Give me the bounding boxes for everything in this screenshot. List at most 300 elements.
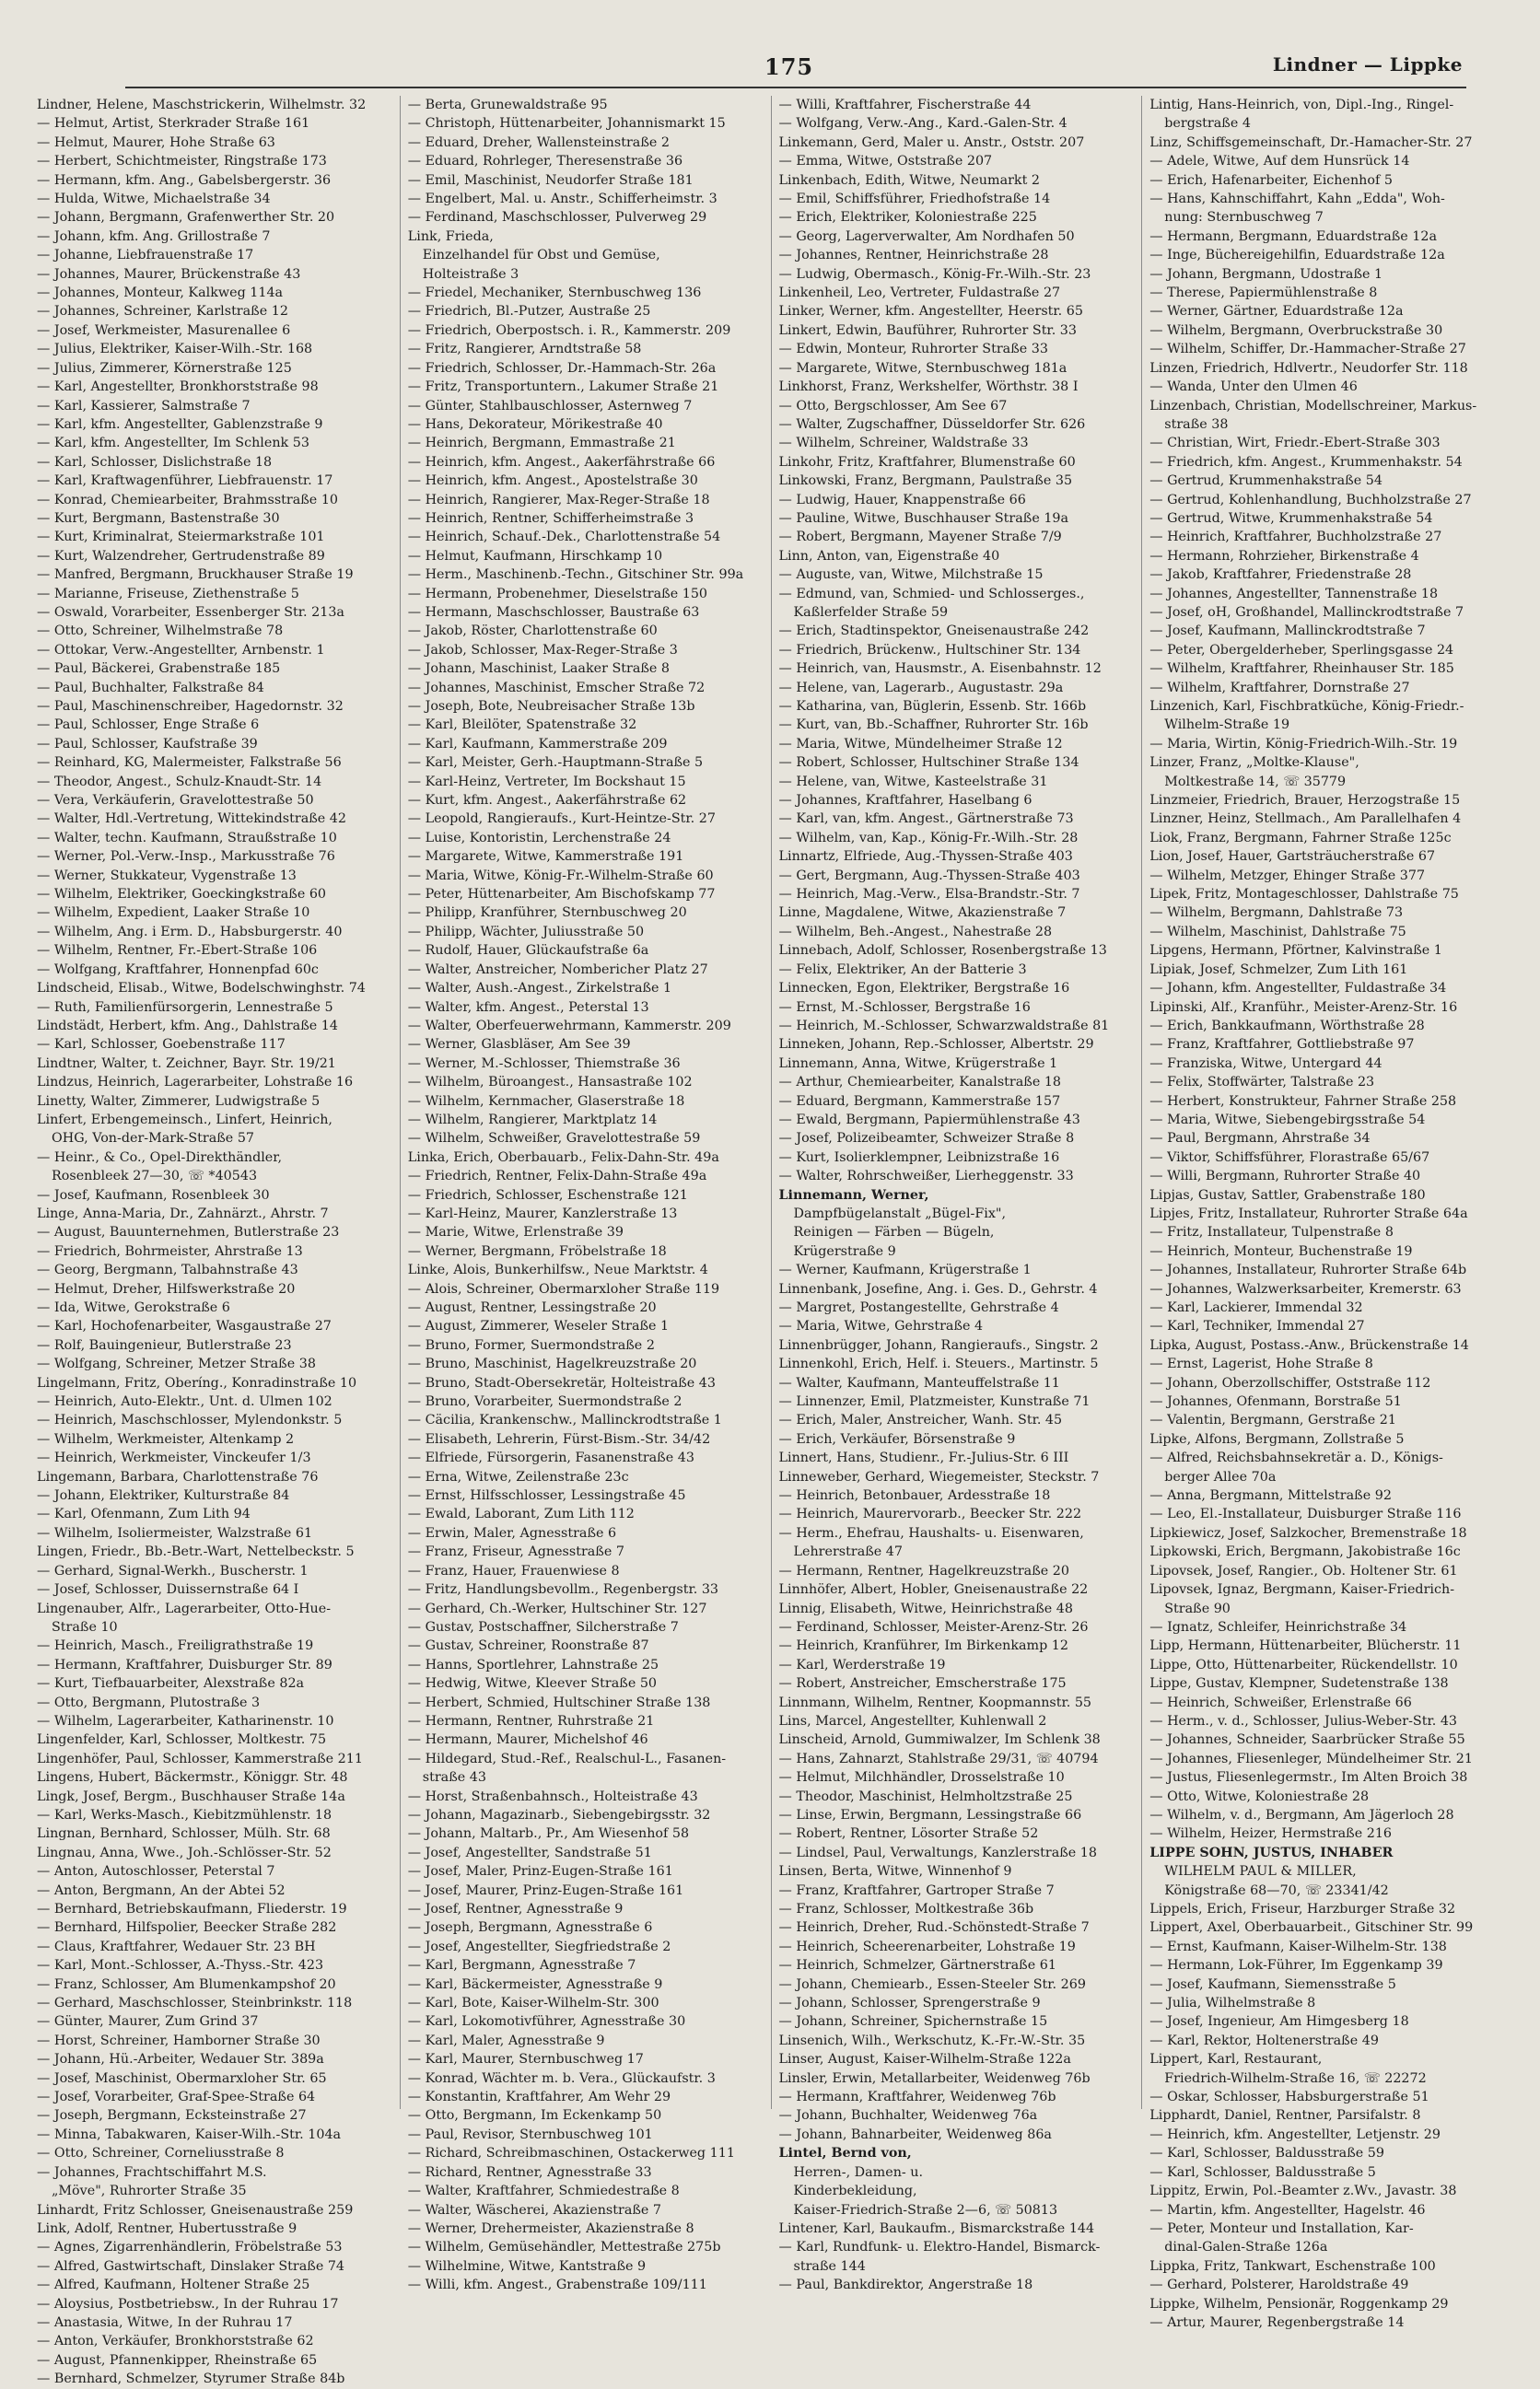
- directory-entry: — Walter, Anstreicher, Nombericher Platz 27: [408, 961, 758, 979]
- directory-entry: — Marianne, Friseuse, Ziethenstraße 5: [37, 585, 387, 603]
- directory-entry: — Gustav, Postschaffner, Silcherstraße 7: [408, 1618, 758, 1637]
- directory-entry: Linfert, Erbengemeinsch., Linfert, Heinrich,: [37, 1112, 332, 1127]
- directory-entry: — Jakob, Kraftfahrer, Friedenstraße 28: [1149, 565, 1499, 584]
- directory-entry: — Erna, Witwe, Zeilenstraße 23c: [408, 1468, 758, 1486]
- directory-entry: — Margarete, Witwe, Kammerstraße 191: [408, 847, 758, 866]
- directory-entry: — Bernhard, Schmelzer, Styrumer Straße 84b: [37, 2370, 387, 2388]
- directory-entry: — Karl, Kraftwagenführer, Liebfrauenstr. 17: [37, 472, 387, 490]
- directory-entry: — Maria, Wirtin, König-Friedrich-Wilh.-Str. 19: [1149, 735, 1499, 753]
- directory-entry: — Heinrich, kfm. Angest., Apostelstraße 30: [408, 472, 758, 490]
- directory-entry: — Josef, Kaufmann, Siemensstraße 5: [1149, 1975, 1499, 1994]
- directory-entry: — Alfred, Gastwirtschaft, Dinslaker Straße 74: [37, 2257, 387, 2276]
- page-number: 175: [764, 53, 814, 80]
- directory-entry: — Philipp, Wächter, Juliusstraße 50: [408, 923, 758, 941]
- directory-entry: — Willi, Kraftfahrer, Fischerstraße 44: [779, 96, 1129, 114]
- directory-entry: — Johann, Schreiner, Spichernstraße 15: [779, 2012, 1129, 2031]
- directory-entry: — Johann, Magazinarb., Siebengebirgsstr. 32: [408, 1806, 758, 1824]
- directory-entry: — Helmut, Artist, Sterkrader Straße 161: [37, 114, 387, 133]
- directory-entry: — Erich, Verkäufer, Börsenstraße 9: [779, 1430, 1129, 1449]
- directory-entry: — Robert, Rentner, Lösorter Straße 52: [779, 1824, 1129, 1843]
- directory-entry: — Karl, Maurer, Sternbuschweg 17: [408, 2050, 758, 2069]
- directory-entry: Linkohr, Fritz, Kraftfahrer, Blumenstraße 60: [778, 454, 1076, 470]
- directory-entry: Lipinski, Alf., Kranführ., Meister-Arenz-Str. 16: [1149, 999, 1458, 1015]
- directory-entry: — Heinrich, Monteur, Buchenstraße 19: [1149, 1242, 1499, 1261]
- directory-entry: — Gerhard, Ch.-Werker, Hultschiner Str. 127: [408, 1600, 758, 1618]
- directory-entry: Linnemann, Anna, Witwe, Krügerstraße 1: [778, 1055, 1058, 1071]
- directory-entry: — Otto, Bergschlosser, Am See 67: [779, 397, 1129, 415]
- directory-entry: — Werner, M.-Schlosser, Thiemstraße 36: [408, 1055, 758, 1073]
- directory-entry: — Heinrich, van, Hausmstr., A. Eisenbahnstr. 12: [779, 659, 1129, 678]
- directory-entry: — Fritz, Transportuntern., Lakumer Straße 21: [408, 378, 758, 396]
- directory-entry: — Johann, Chemiearb., Essen-Steeler Str. 269: [779, 1975, 1129, 1994]
- directory-entry: „Möve", Ruhrorter Straße 35: [52, 2184, 247, 2199]
- directory-entry: — Johannes, Fliesenleger, Mündelheimer Str. 21: [1149, 1750, 1499, 1768]
- directory-entry: — Ferdinand, Maschschlosser, Pulverweg 29: [408, 208, 758, 227]
- directory-entry: Linnhöfer, Albert, Hobler, Gneisenaustraße 22: [778, 1582, 1089, 1598]
- directory-entry: — Heinrich, kfm. Angest., Aakerfährstraße 66: [408, 453, 758, 472]
- directory-entry: — Karl, kfm. Angestellter, Gablenzstraße 9: [37, 415, 387, 434]
- directory-entry: — Leo, El.-Installateur, Duisburger Straße 116: [1149, 1505, 1499, 1523]
- directory-entry: — Hermann, Rohrzieher, Birkenstraße 4: [1149, 547, 1499, 565]
- directory-entry: Linsen, Berta, Witwe, Winnenhof 9: [778, 1864, 1012, 1880]
- directory-entry: Rosenbleek 27—30, ☏ *40543: [52, 1169, 258, 1184]
- directory-entry: — Hildegard, Stud.-Ref., Realschul-L., Fasanen-: [408, 1750, 758, 1768]
- directory-entry: — Werner, Stukkateur, Vygenstraße 13: [37, 867, 387, 885]
- directory-entry: — Philipp, Kranführer, Sternbuschweg 20: [408, 903, 758, 922]
- directory-entry: — Karl, Schlosser, Dislichstraße 18: [37, 453, 387, 472]
- directory-entry: — Herbert, Konstrukteur, Fahrner Straße 258: [1149, 1092, 1499, 1111]
- directory-entry: Linscheid, Arnold, Gummiwalzer, Im Schlenk 38: [778, 1732, 1101, 1748]
- directory-entry: — Leopold, Rangieraufs., Kurt-Heintze-Str. 27: [408, 810, 758, 828]
- directory-entry: — Fritz, Rangierer, Arndtstraße 58: [408, 340, 758, 358]
- directory-entry: — Friedrich, Brückenw., Hultschiner Str. 134: [779, 641, 1129, 659]
- directory-entry: — Manfred, Bergmann, Bruckhauser Straße 19: [37, 565, 387, 584]
- directory-entry: — Hermann, Maschschlosser, Baustraße 63: [408, 603, 758, 622]
- directory-entry: — Walter, Wäscherei, Akazienstraße 7: [408, 2201, 758, 2220]
- directory-entry: — Herm., Maschinenb.-Techn., Gitschiner Str. 99a: [408, 565, 758, 584]
- directory-entry: — Karl, Hochofenarbeiter, Wasgaustraße 27: [37, 1317, 387, 1335]
- column-1: [37, 96, 391, 2387]
- directory-entry: — Karl-Heinz, Maurer, Kanzlerstraße 13: [408, 1205, 758, 1223]
- directory-entry: — Wilhelm, van, Kap., König-Fr.-Wilh.-Str. 28: [779, 829, 1129, 847]
- directory-entry: — Konrad, Chemiearbeiter, Brahmsstraße 10: [37, 491, 387, 509]
- directory-entry: — Hermann, Probenehmer, Dieselstraße 150: [408, 585, 758, 603]
- directory-entry: nung: Sternbuschweg 7: [1164, 210, 1324, 226]
- directory-entry: — Minna, Tabakwaren, Kaiser-Wilh.-Str. 104a: [37, 2126, 387, 2144]
- directory-entry: — Wilhelm, v. d., Bergmann, Am Jägerloch 28: [1149, 1806, 1499, 1824]
- directory-entry: — Julius, Zimmerer, Körnerstraße 125: [37, 359, 387, 378]
- directory-entry: — Wilhelm, Büroangest., Hansastraße 102: [408, 1073, 758, 1091]
- directory-entry: Liok, Franz, Bergmann, Fahrner Straße 125c: [1149, 830, 1452, 845]
- directory-entry: Linnenbrügger, Johann, Rangieraufs., Singstr. 2: [778, 1337, 1099, 1353]
- directory-entry: Lippka, Fritz, Tankwart, Eschenstraße 100: [1149, 2258, 1436, 2274]
- directory-entry: — Paul, Revisor, Sternbuschweg 101: [408, 2126, 758, 2144]
- directory-entry: — Josef, Ingenieur, Am Himgesberg 18: [1149, 2012, 1499, 2031]
- directory-entry: — Werner, Drehermeister, Akazienstraße 8: [408, 2220, 758, 2238]
- directory-entry: Linz, Schiffsgemeinschaft, Dr.-Hamacher-Str. 27: [1149, 134, 1473, 150]
- directory-entry: — Bruno, Vorarbeiter, Suermondstraße 2: [408, 1393, 758, 1411]
- directory-entry: — Walter, Zugschaffner, Düsseldorfer Str. 626: [779, 415, 1129, 434]
- directory-entry: — Ewald, Laborant, Zum Lith 112: [408, 1505, 758, 1523]
- directory-entry: Linnenkohl, Erich, Helf. i. Steuers., Martinstr. 5: [778, 1357, 1099, 1372]
- directory-entry: Straße 90: [1164, 1601, 1231, 1616]
- directory-entry: — Christoph, Hüttenarbeiter, Johannismarkt 15: [408, 114, 758, 133]
- directory-entry: — Bernhard, Betriebskaufmann, Fliederstr. 19: [37, 1900, 387, 1918]
- directory-entry: — Josef, Kaufmann, Rosenbleek 30: [37, 1186, 387, 1205]
- directory-entry: — Emil, Schiffsführer, Friedhofstraße 14: [779, 190, 1129, 208]
- directory-entry: — Karl, Bleilöter, Spatenstraße 32: [408, 716, 758, 734]
- directory-entry: Lipjes, Fritz, Installateur, Ruhrorter Straße 64a: [1149, 1206, 1468, 1221]
- directory-entry: — Johannes, Schneider, Saarbrücker Straße 55: [1149, 1731, 1499, 1749]
- directory-entry: — Friedrich, kfm. Angest., Krummenhakstr. 54: [1149, 453, 1499, 472]
- directory-entry: — Karl, Schlosser, Goebenstraße 117: [37, 1035, 387, 1054]
- directory-entry: — Karl, Mont.-Schlosser, A.-Thyss.-Str. 423: [37, 1956, 387, 1975]
- directory-entry: — Franz, Hauer, Frauenwiese 8: [408, 1562, 758, 1580]
- directory-entry: — Vera, Verkäuferin, Gravelottestraße 50: [37, 791, 387, 810]
- directory-entry: — Ludwig, Hauer, Knappenstraße 66: [779, 491, 1129, 509]
- directory-entry: — Rolf, Bauingenieur, Butlerstraße 23: [37, 1336, 387, 1355]
- directory-entry: — Fritz, Handlungsbevollm., Regenbergstr. 33: [408, 1580, 758, 1599]
- directory-entry: — Pauline, Witwe, Buschhauser Straße 19a: [779, 509, 1129, 528]
- directory-entry: bergstraße 4: [1164, 116, 1251, 132]
- directory-entry: — Maria, Witwe, König-Fr.-Wilhelm-Straße 60: [408, 867, 758, 885]
- directory-entry: — Heinrich, Bergmann, Emmastraße 21: [408, 434, 758, 452]
- directory-entry: berger Allee 70a: [1164, 1469, 1277, 1485]
- directory-entry: Linser, August, Kaiser-Wilhelm-Straße 122a: [778, 2052, 1071, 2068]
- directory-entry: — Herm., v. d., Schlosser, Julius-Weber-Str. 43: [1149, 1712, 1499, 1731]
- directory-entry: — Kurt, Isolierklempner, Leibnizstraße 16: [779, 1148, 1129, 1167]
- directory-entry: — Karl, kfm. Angestellter, Im Schlenk 53: [37, 434, 387, 452]
- directory-entry: — Hermann, Lok-Führer, Im Eggenkamp 39: [1149, 1956, 1499, 1975]
- directory-entry: — Bruno, Maschinist, Hagelkreuzstraße 20: [408, 1355, 758, 1373]
- directory-entry: Einzelhandel für Obst und Gemüse,: [422, 248, 660, 263]
- directory-entry: — Helmut, Maurer, Hohe Straße 63: [37, 134, 387, 152]
- directory-entry: — Robert, Schlosser, Hultschiner Straße 134: [779, 753, 1129, 772]
- directory-entry: Lipek, Fritz, Montageschlosser, Dahlstraße 75: [1149, 887, 1459, 903]
- directory-entry: — Wilhelm, Schreiner, Waldstraße 33: [779, 434, 1129, 452]
- directory-entry: — Eduard, Bergmann, Kammerstraße 157: [779, 1092, 1129, 1111]
- directory-entry: — Ernst, M.-Schlosser, Bergstraße 16: [779, 998, 1129, 1017]
- directory-entry: — Johannes, Installateur, Ruhrorter Straße 64b: [1149, 1261, 1499, 1279]
- directory-entry: — Oskar, Schlosser, Habsburgerstraße 51: [1149, 2088, 1499, 2106]
- directory-entry: — Linse, Erwin, Bergmann, Lessingstraße 66: [779, 1806, 1129, 1824]
- directory-entry: Linnmann, Wilhelm, Rentner, Koopmannstr. 55: [778, 1695, 1092, 1710]
- directory-entry: — Johannes, Angestellter, Tannenstraße 18: [1149, 585, 1499, 603]
- directory-entry: — Maria, Witwe, Mündelheimer Straße 12: [779, 735, 1129, 753]
- directory-entry: — Josef, Maschinist, Obermarxloher Str. 65: [37, 2069, 387, 2088]
- directory-entry: Linnartz, Elfriede, Aug.-Thyssen-Straße 403: [778, 849, 1073, 865]
- directory-entry: — Josef, Werkmeister, Masurenallee 6: [37, 321, 387, 340]
- directory-entry: — August, Bauunternehmen, Butlerstraße 23: [37, 1223, 387, 1241]
- directory-entry: — Felix, Elektriker, An der Batterie 3: [779, 961, 1129, 979]
- directory-entry: — Walter, Hdl.-Vertretung, Wittekindstraße 42: [37, 810, 387, 828]
- directory-entry: — August, Zimmerer, Weseler Straße 1: [408, 1317, 758, 1335]
- directory-entry: — Horst, Schreiner, Hamborner Straße 30: [37, 2032, 387, 2050]
- directory-entry: — Richard, Rentner, Agnesstraße 33: [408, 2163, 758, 2182]
- directory-entry: Linzer, Franz, „Moltke-Klause",: [1149, 755, 1359, 771]
- directory-entry: — Edwin, Monteur, Ruhrorter Straße 33: [779, 340, 1129, 358]
- directory-entry: — Felix, Stoffwärter, Talstraße 23: [1149, 1073, 1499, 1091]
- directory-entry: Holteistraße 3: [422, 266, 519, 282]
- directory-entry: — Heinr., & Co., Opel-Direkthändler,: [37, 1148, 387, 1167]
- directory-entry: — Walter, techn. Kaufmann, Straußstraße 10: [37, 829, 387, 847]
- directory-entry: — Wilhelm, Bergmann, Overbruckstraße 30: [1149, 321, 1499, 340]
- directory-entry: — Erich, Hafenarbeiter, Eichenhof 5: [1149, 171, 1499, 190]
- directory-entry: — Werner, Bergmann, Fröbelstraße 18: [408, 1242, 758, 1261]
- directory-entry: — Herm., Ehefrau, Haushalts- u. Eisenwaren,: [779, 1524, 1129, 1543]
- directory-entry: — Wilhelm, Kraftfahrer, Dornstraße 27: [1149, 679, 1499, 697]
- directory-entry: — Alfred, Kaufmann, Holtener Straße 25: [37, 2276, 387, 2294]
- directory-entry: — August, Pfannenkipper, Rheinstraße 65: [37, 2351, 387, 2370]
- directory-entry: — Wilhelm, Isoliermeister, Walzstraße 61: [37, 1524, 387, 1543]
- directory-entry: — Wilhelm, Maschinist, Dahlstraße 75: [1149, 923, 1499, 941]
- directory-entry: Lipgens, Hermann, Pförtner, Kalvinstraße 1: [1149, 943, 1442, 959]
- directory-entry: Friedrich-Wilhelm-Straße 16, ☏ 22272: [1164, 2070, 1427, 2086]
- directory-entry: Link, Frieda,: [407, 228, 494, 244]
- directory-entry: — Paul, Schlosser, Enge Straße 6: [37, 716, 387, 734]
- directory-entry: — Helmut, Milchhändler, Drosselstraße 10: [779, 1768, 1129, 1787]
- directory-entry: — Johann, Elektriker, Kulturstraße 84: [37, 1486, 387, 1505]
- directory-entry: — Helene, van, Lagerarb., Augustastr. 29a: [779, 679, 1129, 697]
- directory-entry: Lipiak, Josef, Schmelzer, Zum Lith 161: [1149, 961, 1408, 977]
- directory-entry: — Friedrich, Oberpostsch. i. R., Kammerstr. 209: [408, 321, 758, 340]
- directory-entry: — Konstantin, Kraftfahrer, Am Wehr 29: [408, 2088, 758, 2106]
- directory-entry: — Johannes, Walzwerksarbeiter, Kremerstr. 63: [1149, 1280, 1499, 1299]
- directory-entry: — Reinhard, KG, Malermeister, Falkstraße 56: [37, 753, 387, 772]
- directory-entry: — Wilhelm, Metzger, Ehinger Straße 377: [1149, 867, 1499, 885]
- directory-entry: — Paul, Buchhalter, Falkstraße 84: [37, 679, 387, 697]
- directory-entry: — Josef, Rentner, Agnesstraße 9: [408, 1900, 758, 1918]
- directory-entry: — Paul, Bäckerei, Grabenstraße 185: [37, 659, 387, 678]
- running-head: Lindner — Lippke: [1272, 53, 1463, 76]
- directory-entry: Linnert, Hans, Studienr., Fr.-Julius-Str. 6 III: [778, 1451, 1069, 1466]
- directory-entry: — Robert, Anstreicher, Emscherstraße 175: [779, 1674, 1129, 1693]
- directory-entry: Linnecken, Egon, Elektriker, Bergstraße 16: [778, 981, 1070, 996]
- directory-entry: — Hans, Dekorateur, Mörikestraße 40: [408, 415, 758, 434]
- directory-entry: Lippert, Karl, Restaurant,: [1149, 2052, 1323, 2068]
- directory-entry: — Heinrich, Mag.-Verw., Elsa-Brandstr.-Str. 7: [779, 885, 1129, 903]
- directory-entry: — Josef, Angestellter, Sandstraße 51: [408, 1844, 758, 1862]
- directory-entry: — Ernst, Lagerist, Hohe Straße 8: [1149, 1355, 1499, 1373]
- directory-entry: — Otto, Schreiner, Corneliusstraße 8: [37, 2144, 387, 2162]
- directory-entry: — Viktor, Schiffsführer, Florastraße 65/67: [1149, 1148, 1499, 1167]
- directory-entry: Linkhorst, Franz, Werkshelfer, Wörthstr. 38 I: [778, 379, 1079, 395]
- directory-entry: — Arthur, Chemiearbeiter, Kanalstraße 18: [779, 1073, 1129, 1091]
- directory-entry: — Werner, Glasbläser, Am See 39: [408, 1035, 758, 1054]
- directory-entry: — Kurt, Tiefbauarbeiter, Alexstraße 82a: [37, 1674, 387, 1693]
- directory-entry: — Otto, Bergmann, Im Eckenkamp 50: [408, 2106, 758, 2125]
- directory-entry: — Johann, Buchhalter, Weidenweg 76a: [779, 2106, 1129, 2125]
- directory-entry: — Katharina, van, Büglerin, Essenb. Str. 166b: [779, 697, 1129, 716]
- directory-entry: Straße 10: [52, 1619, 118, 1635]
- directory-entry: — Erich, Elektriker, Koloniestraße 225: [779, 208, 1129, 227]
- directory-entry: — Richard, Schreibmaschinen, Ostackerweg 111: [408, 2144, 758, 2162]
- directory-entry: Lingk, Josef, Bergm., Buschhauser Straße 14a: [37, 1789, 345, 1804]
- directory-entry: — Karl, Angestellter, Bronkhorststraße 98: [37, 378, 387, 396]
- directory-entry: Reinigen — Färben — Bügeln,: [793, 1225, 995, 1241]
- directory-entry: — Franz, Schlosser, Am Blumenkampshof 20: [37, 1975, 387, 1994]
- directory-entry: — Ludwig, Obermasch., König-Fr.-Wilh.-Str. 23: [779, 265, 1129, 284]
- directory-entry: — Linnenzer, Emil, Platzmeister, Kunstraße 71: [779, 1393, 1129, 1411]
- directory-entry: — Joseph, Bergmann, Ecksteinstraße 27: [37, 2106, 387, 2125]
- directory-entry: — Anton, Bergmann, An der Abtei 52: [37, 1882, 387, 1900]
- directory-entry: Lingelmann, Fritz, Oberíng., Konradinstraße 10: [37, 1375, 357, 1391]
- directory-entry: Linzmeier, Friedrich, Brauer, Herzogstraße 15: [1149, 793, 1461, 809]
- directory-entry: Lintener, Karl, Baukaufm., Bismarckstraße 144: [778, 2220, 1095, 2236]
- directory-entry: — Therese, Papiermühlenstraße 8: [1149, 284, 1499, 302]
- header-rule: [125, 87, 1466, 88]
- directory-entry: — Herbert, Schmied, Hultschiner Straße 138: [408, 1694, 758, 1712]
- directory-entry: Linnenbank, Josefine, Ang. i. Ges. D., Gehrstr. 4: [778, 1281, 1098, 1297]
- directory-entry: — Christian, Wirt, Friedr.-Ebert-Straße 303: [1149, 434, 1499, 452]
- directory-entry: — Kurt, kfm. Angest., Aakerfährstraße 62: [408, 791, 758, 810]
- directory-entry: — Rudolf, Hauer, Glückaufstraße 6a: [408, 941, 758, 960]
- directory-entry: — Heinrich, Dreher, Rud.-Schönstedt-Straße 7: [779, 1918, 1129, 1937]
- directory-entry: — Gertrud, Witwe, Krummenhakstraße 54: [1149, 509, 1499, 528]
- directory-columns: [37, 96, 1503, 2387]
- directory-entry: — Heinrich, Schmelzer, Gärtnerstraße 61: [779, 1956, 1129, 1975]
- directory-entry: — Karl, Meister, Gerh.-Hauptmann-Straße 5: [408, 753, 758, 772]
- directory-entry: — Heinrich, M.-Schlosser, Schwarzwaldstraße 81: [779, 1017, 1129, 1035]
- directory-entry: — Hans, Kahnschiffahrt, Kahn „Edda", Woh-: [1149, 190, 1499, 208]
- directory-entry: — Karl, van, kfm. Angest., Gärtnerstraße 73: [779, 810, 1129, 828]
- directory-entry: — Werner, Pol.-Verw.-Insp., Markusstraße 76: [37, 847, 387, 866]
- directory-entry: Herren-, Damen- u.: [793, 2164, 924, 2180]
- directory-entry: Königstraße 68—70, ☏ 23341/42: [1164, 1882, 1389, 1898]
- directory-entry: — Paul, Maschinenschreiber, Hagedornstr. 32: [37, 697, 387, 716]
- directory-entry: — Ottokar, Verw.-Angestellter, Arnbenstr. 1: [37, 641, 387, 659]
- directory-entry: — Karl, Rundfunk- u. Elektro-Handel, Bismarck-: [779, 2238, 1129, 2256]
- directory-entry: Linka, Erich, Oberbauarb., Felix-Dahn-Str. 49a: [407, 1149, 719, 1165]
- directory-entry: Linetty, Walter, Zimmerer, Ludwigstraße 5: [37, 1093, 321, 1109]
- directory-entry: — Josef, Angestellter, Siegfriedstraße 2: [408, 1938, 758, 1956]
- directory-entry: straße 43: [422, 1770, 486, 1786]
- directory-entry: — Emil, Maschinist, Neudorfer Straße 181: [408, 171, 758, 190]
- directory-entry: — Karl, Schlosser, Baldusstraße 59: [1149, 2144, 1499, 2162]
- directory-entry: — Karl, Techniker, Immendal 27: [1149, 1317, 1499, 1335]
- directory-entry: — Otto, Bergmann, Plutostraße 3: [37, 1694, 387, 1712]
- directory-entry: — Gert, Bergmann, Aug.-Thyssen-Straße 403: [779, 867, 1129, 885]
- directory-entry: Kinderbekleidung,: [793, 2184, 917, 2199]
- directory-entry: — Wilhelm, Rangierer, Marktplatz 14: [408, 1111, 758, 1129]
- directory-entry: — Hermann, Maurer, Michelshof 46: [408, 1731, 758, 1749]
- directory-entry: Lipke, Alfons, Bergmann, Zollstraße 5: [1149, 1431, 1405, 1447]
- directory-entry: — Wolfgang, Verw.-Ang., Kard.-Galen-Str. 4: [779, 114, 1129, 133]
- directory-entry: — Wilhelm, Kernmacher, Glaserstraße 18: [408, 1092, 758, 1111]
- directory-entry: Linzen, Friedrich, Hdlvertr., Neudorfer Str. 118: [1149, 360, 1468, 376]
- directory-entry: — Heinrich, Maurervorarb., Beecker Str. 222: [779, 1505, 1129, 1523]
- directory-entry: — Johann, Bergmann, Udostraße 1: [1149, 265, 1499, 284]
- directory-entry: — Luise, Kontoristin, Lerchenstraße 24: [408, 829, 758, 847]
- directory-entry: — Wilhelm, Heizer, Hermstraße 216: [1149, 1824, 1499, 1843]
- column-2: [400, 96, 762, 2293]
- directory-entry: — Berta, Grunewaldstraße 95: [408, 96, 758, 114]
- directory-entry: — Heinrich, Auto-Elektr., Unt. d. Ulmen 102: [37, 1393, 387, 1411]
- directory-entry: Lins, Marcel, Angestellter, Kuhlenwall 2: [778, 1713, 1047, 1729]
- directory-entry: — Willi, Bergmann, Ruhrorter Straße 40: [1149, 1167, 1499, 1185]
- directory-entry: — Walter, Oberfeuerwehrmann, Kammerstr. 209: [408, 1017, 758, 1035]
- directory-entry: — Alois, Schreiner, Obermarxloher Straße 119: [408, 1280, 758, 1299]
- directory-entry: — Heinrich, Schauf.-Dek., Charlottenstraße 54: [408, 528, 758, 546]
- directory-entry: — Karl, Werks-Masch., Kiebitzmühlenstr. 18: [37, 1806, 387, 1824]
- directory-entry: — Ewald, Bergmann, Papiermühlenstraße 43: [779, 1111, 1129, 1129]
- directory-entry: — Anna, Bergmann, Mittelstraße 92: [1149, 1486, 1499, 1505]
- directory-entry: Krügerstraße 9: [793, 1243, 896, 1259]
- directory-entry: — Hermann, Kraftfahrer, Weidenweg 76b: [779, 2088, 1129, 2106]
- directory-entry: — Peter, Hüttenarbeiter, Am Bischofskamp 77: [408, 885, 758, 903]
- directory-entry: — Johannes, Maschinist, Emscher Straße 72: [408, 679, 758, 697]
- directory-entry: — Franz, Kraftfahrer, Gartroper Straße 7: [779, 1882, 1129, 1900]
- directory-entry: — Johannes, Kraftfahrer, Haselbang 6: [779, 791, 1129, 810]
- directory-entry: — Hermann, Kraftfahrer, Duisburger Str. 89: [37, 1656, 387, 1674]
- directory-entry: — Heinrich, Masch., Freiligrathstraße 19: [37, 1637, 387, 1655]
- directory-entry: — Willi, kfm. Angest., Grabenstraße 109/111: [408, 2276, 758, 2294]
- directory-entry: — Walter, Rohrschweißer, Lierheggenstr. 33: [779, 1167, 1129, 1185]
- directory-entry: — Otto, Witwe, Koloniestraße 28: [1149, 1788, 1499, 1806]
- directory-entry: — Gerhard, Polsterer, Haroldstraße 49: [1149, 2276, 1499, 2294]
- directory-entry: Moltkestraße 14, ☏ 35779: [1164, 774, 1347, 789]
- directory-entry: — Kurt, Bergmann, Bastenstraße 30: [37, 509, 387, 528]
- directory-entry: Linnig, Elisabeth, Witwe, Heinrichstraße 48: [778, 1601, 1073, 1616]
- directory-entry: Lindscheid, Elisab., Witwe, Bodelschwinghstr. 74: [37, 981, 366, 996]
- directory-entry: — Friedrich, Rentner, Felix-Dahn-Straße 49a: [408, 1167, 758, 1185]
- directory-entry: — Karl, Bote, Kaiser-Wilhelm-Str. 300: [408, 1994, 758, 2012]
- directory-entry: — Karl, Kaufmann, Kammerstraße 209: [408, 735, 758, 753]
- directory-entry: — Franz, Friseur, Agnesstraße 7: [408, 1543, 758, 1561]
- directory-entry: — Robert, Bergmann, Mayener Straße 7/9: [779, 528, 1129, 546]
- directory-entry: Lingenfelder, Karl, Schlosser, Moltkestr. 75: [37, 1732, 327, 1748]
- directory-entry: — Georg, Lagerverwalter, Am Nordhafen 50: [779, 227, 1129, 246]
- directory-entry: — Bernhard, Hilfspolier, Beecker Straße 282: [37, 1918, 387, 1937]
- directory-entry: Lippe, Gustav, Klempner, Sudetenstraße 138: [1149, 1676, 1449, 1692]
- directory-entry: Lipka, August, Postass.-Anw., Brückenstraße 14: [1149, 1337, 1469, 1353]
- directory-entry: — Josef, Vorarbeiter, Graf-Spee-Straße 64: [37, 2088, 387, 2106]
- directory-entry: — Helmut, Dreher, Hilfswerkstraße 20: [37, 1280, 387, 1299]
- directory-entry: — Elfriede, Fürsorgerin, Fasanenstraße 43: [408, 1449, 758, 1467]
- directory-entry: Lippitz, Erwin, Pol.-Beamter z.Wv., Javastr. 38: [1149, 2184, 1457, 2199]
- directory-entry: — Elisabeth, Lehrerin, Fürst-Bism.-Str. 34/42: [408, 1430, 758, 1449]
- directory-entry: — Eduard, Dreher, Wallensteinstraße 2: [408, 134, 758, 152]
- directory-entry: — Erich, Stadtinspektor, Gneisenaustraße 242: [779, 622, 1129, 640]
- directory-entry: — Johanne, Liebfrauenstraße 17: [37, 246, 387, 264]
- directory-entry: — Anton, Autoschlosser, Peterstal 7: [37, 1862, 387, 1881]
- directory-entry: — Adele, Witwe, Auf dem Hunsrück 14: [1149, 152, 1499, 170]
- directory-entry: — Ruth, Familienfürsorgerin, Lennestraße 5: [37, 998, 387, 1017]
- directory-entry: Linkemann, Gerd, Maler u. Anstr., Oststr. 207: [778, 134, 1085, 150]
- directory-entry: — Karl, Schlosser, Baldusstraße 5: [1149, 2163, 1499, 2182]
- directory-entry: Dampfbügelanstalt „Bügel-Fix",: [793, 1206, 1007, 1221]
- directory-entry: — Ernst, Hilfsschlosser, Lessingstraße 45: [408, 1486, 758, 1505]
- directory-entry: — Werner, Kaufmann, Krügerstraße 1: [779, 1261, 1129, 1279]
- directory-entry: — Lindsel, Paul, Verwaltungs, Kanzlerstraße 18: [779, 1844, 1129, 1862]
- directory-entry: Linkowski, Franz, Bergmann, Paulstraße 35: [778, 473, 1073, 489]
- directory-entry: — Franz, Kraftfahrer, Gottliebstraße 97: [1149, 1035, 1499, 1054]
- directory-entry: Lindtner, Walter, t. Zeichner, Bayr. Str. 19/21: [37, 1055, 336, 1071]
- directory-entry: — Friedrich, Bl.-Putzer, Austraße 25: [408, 302, 758, 320]
- directory-entry: — Wilhelm, Elektriker, Goeckingkstraße 60: [37, 885, 387, 903]
- directory-entry: — Jakob, Röster, Charlottenstraße 60: [408, 622, 758, 640]
- directory-entry: Linkenheil, Leo, Vertreter, Fuldastraße 27: [778, 286, 1061, 301]
- directory-entry: — Bruno, Former, Suermondstraße 2: [408, 1336, 758, 1355]
- directory-entry: — Peter, Obergelderheber, Sperlingsgasse 24: [1149, 641, 1499, 659]
- directory-entry: — Johann, Schlosser, Sprengerstraße 9: [779, 1994, 1129, 2012]
- directory-entry: — Edmund, van, Schmied- und Schlosserges.,: [779, 585, 1129, 603]
- directory-entry: — Heinrich, Betonbauer, Ardesstraße 18: [779, 1486, 1129, 1505]
- directory-entry: — Wilhelm, Kraftfahrer, Rheinhauser Str. 185: [1149, 659, 1499, 678]
- directory-entry: — Anton, Verkäufer, Bronkhorststraße 62: [37, 2332, 387, 2350]
- directory-entry: Lion, Josef, Hauer, Gartsträucherstraße 67: [1149, 849, 1436, 865]
- directory-entry: Linsenich, Wilh., Werkschutz, K.-Fr.-W.-Str. 35: [778, 2033, 1086, 2048]
